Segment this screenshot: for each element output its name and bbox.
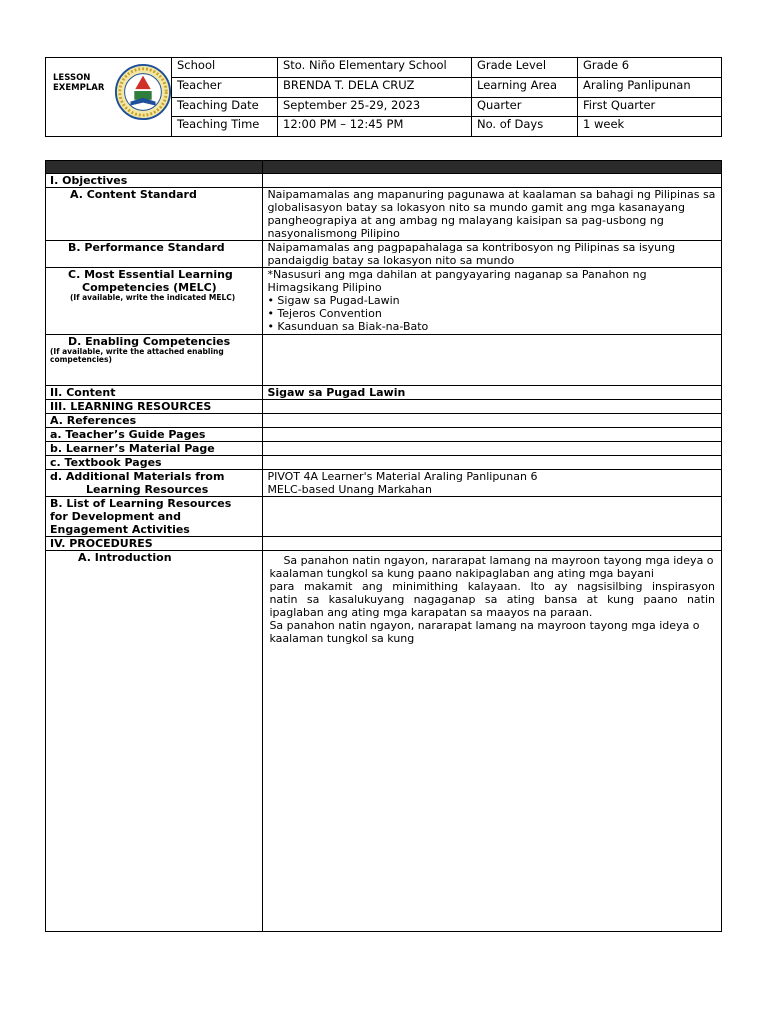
content-label: II. Content [46, 386, 263, 400]
table-row [46, 335, 722, 386]
quarter-key: Quarter [472, 97, 578, 117]
logo-cell [46, 58, 172, 137]
teachers-guide-label: a. Teacher’s Guide Pages [46, 428, 263, 442]
content-standard-label: A. Content Standard [46, 188, 263, 241]
teaching-date-key: Teaching Date [172, 97, 278, 117]
table-row [46, 470, 722, 497]
list-item: • Kasunduan sa Biak-na-Bato [267, 320, 429, 333]
textbook-label: c. Textbook Pages [46, 456, 263, 470]
additional-materials-label: d. Additional Materials from Learning Resources [46, 470, 263, 497]
table-row [46, 456, 722, 470]
learners-material-label: b. Learner’s Material Page [46, 442, 263, 456]
content-standard-value: Naipamamalas ang mapanuring pagunawa at kaalaman sa bahagi ng Pilipinas sa globalisasyon batay sa lokasyon nito sa mundo gamit ang mga kasanayang pangheograpiya at ang ambag ng malayang kaisipan sa pag-usbong ng nasyonalismong Pilipino [263, 188, 722, 241]
quarter-value: First Quarter [578, 97, 722, 117]
teaching-date-value: September 25-29, 2023 [278, 97, 472, 117]
references-label: A. References [46, 414, 263, 428]
table-row [46, 400, 722, 414]
melc-value: *Nasusuri ang mga dahilan at pangyayaring naganap sa Panahon ng Himagsikang Pilipino • Sigaw sa Pugad-Lawin • Tejeros Convention • Kasunduan sa Biak-na-Bato [263, 268, 722, 335]
grade-level-key: Grade Level [472, 58, 578, 78]
performance-standard-label: B. Performance Standard [46, 241, 263, 268]
header-table [45, 57, 722, 137]
introduction-label: A. Introduction [46, 551, 263, 932]
table-row [46, 428, 722, 442]
enabling-competencies-label: D. Enabling Competencies (If available, write the attached enabling competencies) [46, 335, 263, 386]
procedures-label: IV. PROCEDURES [46, 537, 263, 551]
table-row [46, 268, 722, 335]
additional-materials-value: PIVOT 4A Learner's Material Araling Panlipunan 6 MELC-based Unang Markahan [263, 470, 722, 497]
objectives-label: I. Objectives [46, 174, 263, 188]
table-row [46, 241, 722, 268]
lesson-plan-table [45, 160, 722, 932]
list-item: • Sigaw sa Pugad-Lawin [267, 294, 400, 307]
teaching-time-value: 12:00 PM – 12:45 PM [278, 117, 472, 137]
table-row [46, 551, 722, 932]
melc-label: C. Most Essential Learning Competencies (MELC) (If available, write the indicated MELC) [46, 268, 263, 335]
learning-area-value: Araling Panlipunan [578, 77, 722, 97]
grade-level-value: Grade 6 [578, 58, 722, 78]
table-row [46, 442, 722, 456]
school-key: School [172, 58, 278, 78]
teaching-time-key: Teaching Time [172, 117, 278, 137]
learning-area-key: Learning Area [472, 77, 578, 97]
list-item: • Tejeros Convention [267, 307, 382, 320]
lesson-exemplar-label: LESSON EXEMPLAR [53, 73, 105, 93]
table-row [46, 497, 722, 537]
school-value: Sto. Niño Elementary School [278, 58, 472, 78]
teacher-value: BRENDA T. DELA CRUZ [278, 77, 472, 97]
performance-standard-value: Naipamamalas ang pagpapahalaga sa kontribosyon ng Pilipinas sa isyung pandaigdig batay sa lokasyon nito sa mundo [263, 241, 722, 268]
table-row [46, 537, 722, 551]
table-header-bar [46, 161, 722, 174]
table-row [46, 174, 722, 188]
school-seal-icon [114, 63, 172, 121]
list-of-resources-label: B. List of Learning Resources for Development and Engagement Activities [46, 497, 263, 537]
no-of-days-value: 1 week [578, 117, 722, 137]
teacher-key: Teacher [172, 77, 278, 97]
learning-resources-label: III. LEARNING RESOURCES [46, 400, 263, 414]
content-value: Sigaw sa Pugad Lawin [263, 386, 722, 400]
introduction-text: Sa panahon natin ngayon, nararapat lamang na mayroon tayong mga ideya o kaalaman tungkol sa kung paano nakipaglaban ang ating mga bayani para makamit ang minimithing kalayaan. Ito ay nagsisilbing inspirasyon natin sa kasalukuyang nagaganap sa ating bansa at kung paano natin ipaglaban ang ating mga karapatan sa maayos na paraan. Sa panahon natin ngayon, nararapat lamang na mayroon tayong mga ideya o kaalaman tungkol sa kung [263, 551, 722, 932]
table-row [46, 188, 722, 241]
table-row [46, 386, 722, 400]
table-row [46, 414, 722, 428]
no-of-days-key: No. of Days [472, 117, 578, 137]
